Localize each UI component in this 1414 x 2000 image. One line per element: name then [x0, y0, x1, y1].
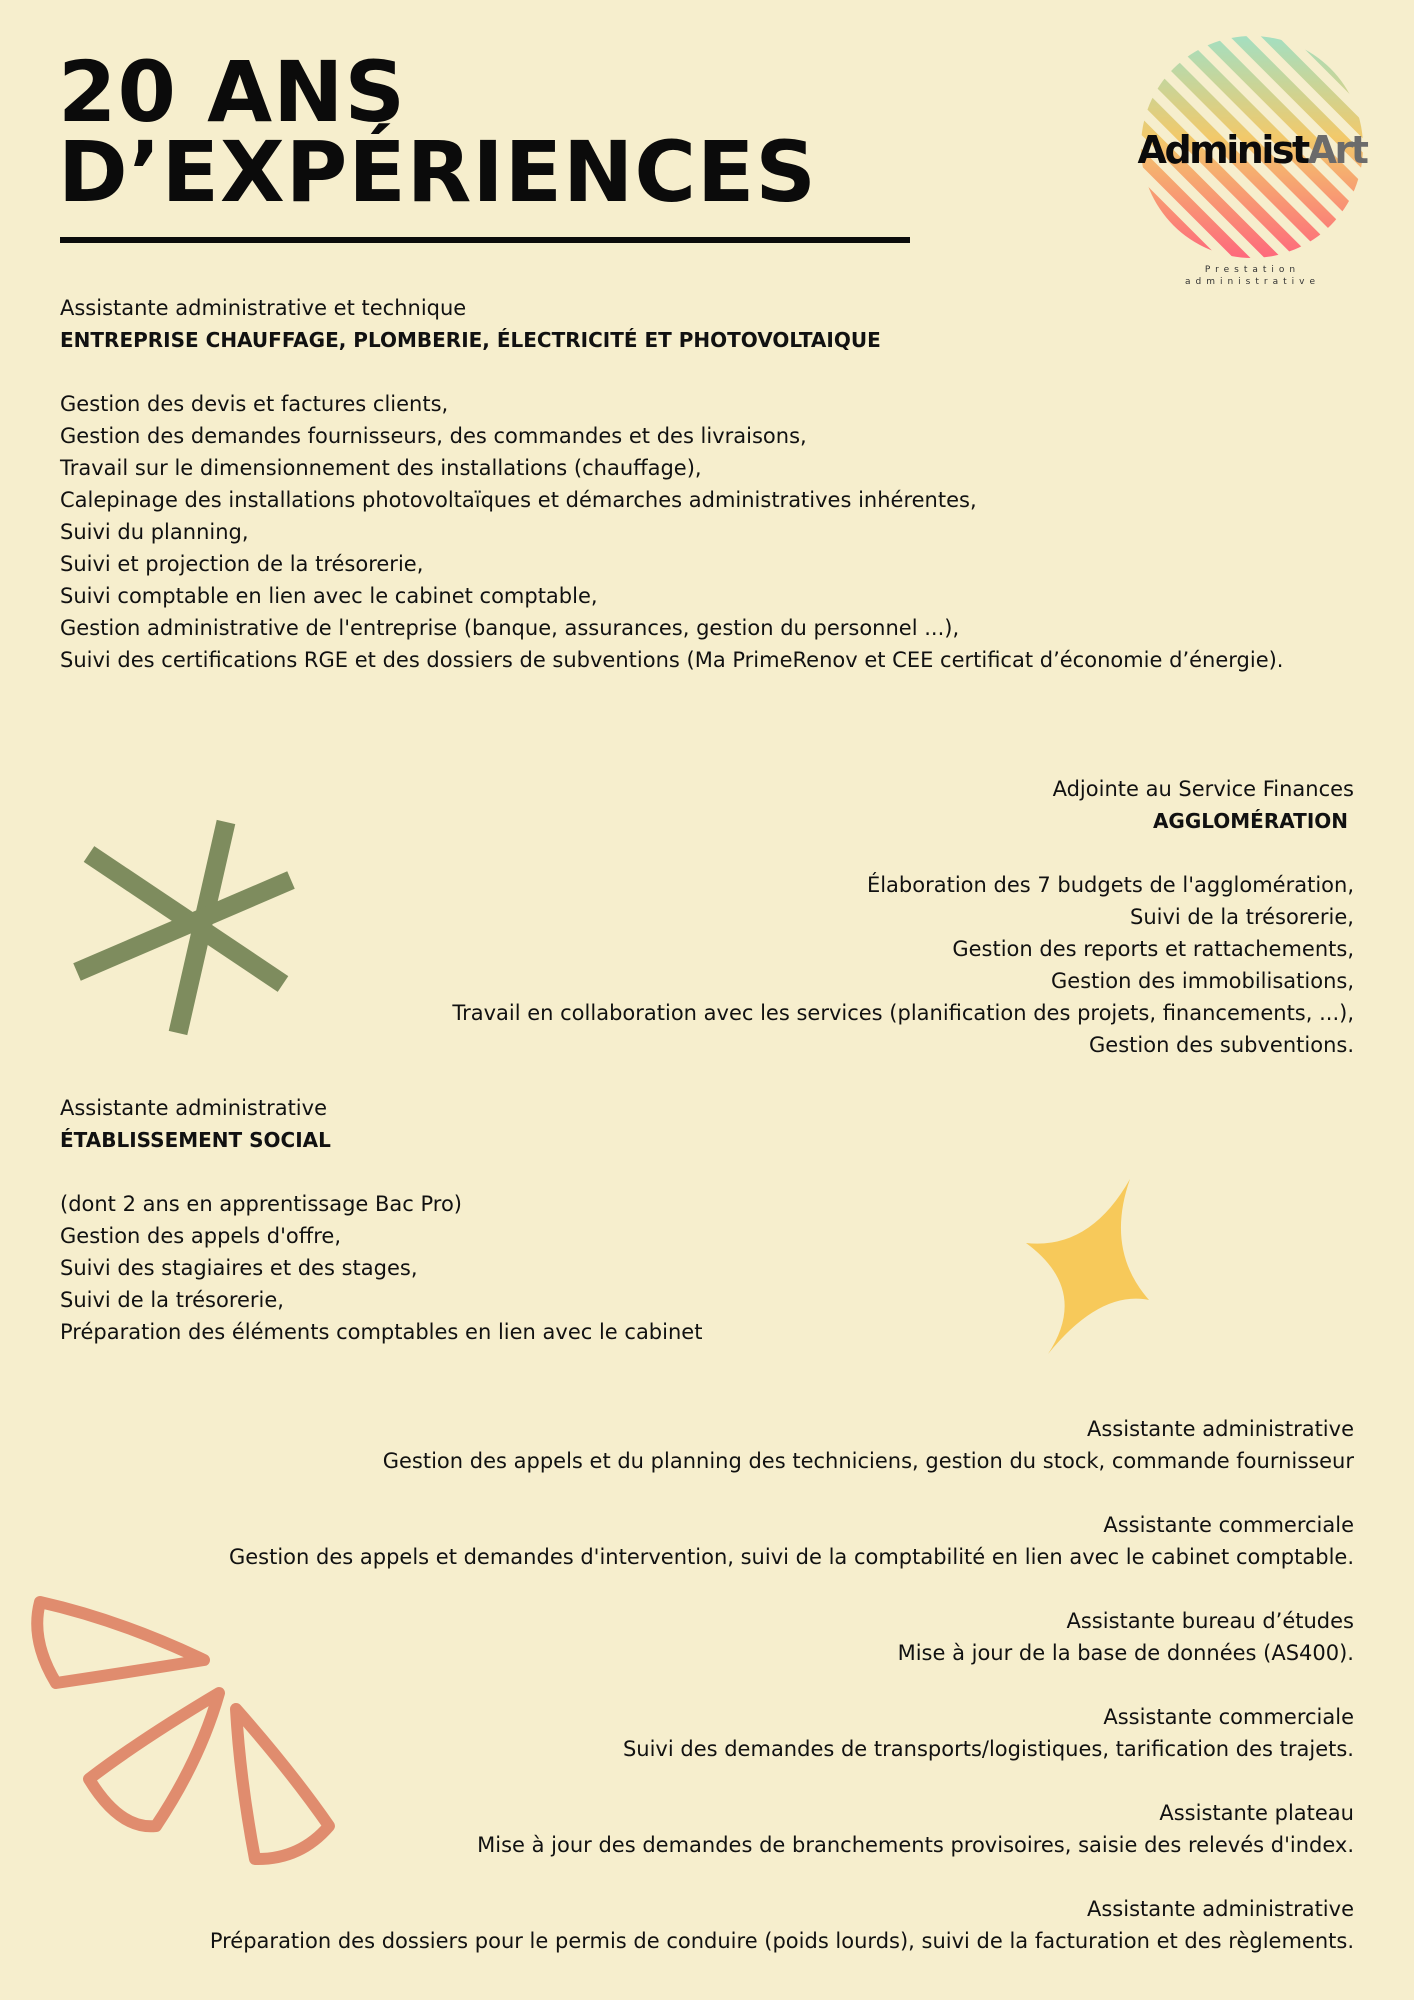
logo-tagline-1: Prestation — [1204, 265, 1301, 275]
description: Suivi des demandes de transports/logistiques, tarification des trajets. — [622, 1737, 1354, 1761]
role: Assistante administrative — [1087, 1897, 1354, 1921]
task: (dont 2 ans en apprentissage Bac Pro) — [60, 1192, 463, 1216]
task: Suivi comptable en lien avec le cabinet comptable, — [60, 584, 598, 608]
task: Travail en collaboration avec les services (planification des projets, financements, ...), — [452, 1001, 1354, 1025]
task: Suivi des stagiaires et des stages, — [60, 1256, 418, 1280]
task: Suivi des certifications RGE et des dossiers de subventions (Ma PrimeRenov et CEE certificat d’économie d’énergie). — [60, 648, 1284, 672]
page-title — [58, 43, 817, 221]
short-experience — [60, 1893, 1354, 1957]
task: Travail sur le dimensionnement des installations (chauffage), — [60, 456, 702, 480]
task: Suivi de la trésorerie, — [1130, 905, 1354, 929]
experience-2 — [60, 773, 1354, 1061]
task: Élaboration des 7 budgets de l'agglomération, — [866, 873, 1354, 897]
short-experience — [60, 1413, 1354, 1477]
title-line-2: D’EXPÉRIENCES — [58, 123, 817, 221]
role: Assistante administrative — [1087, 1417, 1354, 1441]
employer: ENTREPRISE CHAUFFAGE, PLOMBERIE, ÉLECTRICITÉ ET PHOTOVOLTAIQUE — [60, 328, 881, 352]
task: Gestion des devis et factures clients, — [60, 392, 449, 416]
description: Gestion des appels et demandes d'intervention, suivi de la comptabilité en lien avec le cabinet comptable. — [228, 1545, 1354, 1569]
short-experience — [60, 1797, 1354, 1861]
svg-text:AdministArt: AdministArt — [1137, 128, 1367, 172]
task: Calepinage des installations photovoltaïques et démarches administratives inhérentes, — [60, 488, 977, 512]
experience-3 — [60, 1092, 1354, 1348]
role: Assistante commerciale — [1103, 1513, 1354, 1537]
administart-logo — [1130, 30, 1375, 300]
title-underline — [60, 237, 910, 243]
task: Suivi de la trésorerie, — [60, 1288, 284, 1312]
task: Suivi du planning, — [60, 520, 249, 544]
role: Assistante administrative et technique — [60, 296, 467, 320]
logo-tagline-2: administrative — [1184, 277, 1321, 287]
description: Préparation des dossiers pour le permis de conduire (poids lourds), suivi de la facturation et des règlements. — [209, 1929, 1354, 1953]
description: Mise à jour de la base de données (AS400). — [897, 1641, 1354, 1665]
task: Gestion des reports et rattachements, — [952, 937, 1354, 961]
description: Mise à jour des demandes de branchements provisoires, saisie des relevés d'index. — [477, 1833, 1354, 1857]
short-experience — [60, 1701, 1354, 1765]
short-experience — [60, 1605, 1354, 1669]
task: Gestion des immobilisations, — [1051, 969, 1354, 993]
role: Assistante bureau d’études — [1066, 1609, 1354, 1633]
role: Assistante commerciale — [1103, 1705, 1354, 1729]
task: Gestion des demandes fournisseurs, des commandes et des livraisons, — [60, 424, 807, 448]
role: Adjointe au Service Finances — [1052, 777, 1354, 801]
short-experience — [60, 1509, 1354, 1573]
role: Assistante plateau — [1159, 1801, 1354, 1825]
task: Gestion administrative de l'entreprise (banque, assurances, gestion du personnel ...), — [60, 616, 960, 640]
employer: ÉTABLISSEMENT SOCIAL — [60, 1128, 331, 1152]
role: Assistante administrative — [60, 1096, 327, 1120]
experience-1 — [60, 292, 1354, 676]
task: Gestion des appels d'offre, — [60, 1224, 341, 1248]
description: Gestion des appels et du planning des techniciens, gestion du stock, commande fournisseur — [382, 1449, 1354, 1473]
short-experiences — [60, 1413, 1354, 1989]
title-line-1: 20 ANS — [58, 43, 406, 141]
employer: AGGLOMÉRATION — [1152, 809, 1348, 833]
task: Suivi et projection de la trésorerie, — [60, 552, 424, 576]
task: Gestion des subventions. — [1089, 1033, 1354, 1057]
task: Préparation des éléments comptables en lien avec le cabinet — [60, 1320, 703, 1344]
